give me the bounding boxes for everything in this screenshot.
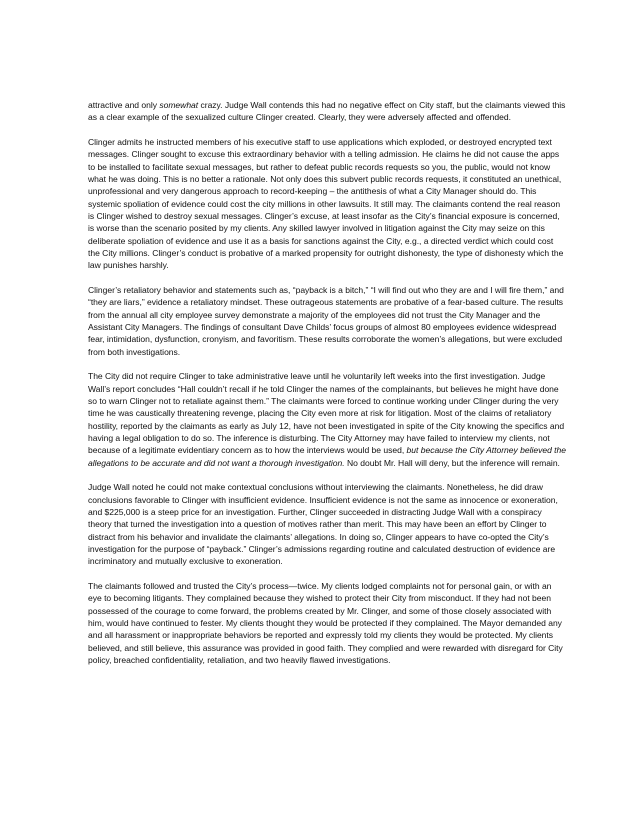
text-segment: No doubt Mr. Hall will deny, but the inference will remain. [344, 457, 560, 468]
paragraph-retaliation [88, 284, 566, 358]
paragraph-culture [88, 99, 566, 124]
text-segment: crazy. Judge Wall contends this had no negative effect on City staff, but the claimants viewed this as a clear example of the sexualized culture Clinger created. Clearly, they were adversely affected and offended. [88, 100, 566, 123]
text-segment: The claimants followed and trusted the City’s process—twice. My clients lodged complaints not for personal gain, or with an eye to becoming litigants. They complained because they wished to protect their City from misconduct. If they had not been possessed of the courage to come forward, the problems created by Mr. Clinger, and some of those closely associated with him, would have continued to fester. My clients thought they would be protected if they complained. The Mayor demanded any and all harassment or inappropriate behaviors be reported and expressly told my clients they would be protected. My clients believed, and still believe, this assurance was provided in good faith. They complied and were rewarded with disregard for City policy, breached confidentiality, retaliation, and two heavily flawed investigations. [88, 581, 563, 665]
text-segment: Clinger admits he instructed members of his executive staff to use applications which exploded, or destroyed encrypted text messages. Clinger sought to excuse this extraordinary behavior with a telling admission. He claims he did not cause the apps to be installed to facilitate sexual messages, but rather to defeat public records requests so you, the public, would not know what he was doing. This is no better a rationale. Not only does this subvert public records requests, it constituted an unethical, unprofessional and very dangerous approach to record-keeping – the antithesis of what a City Manager should do. This systemic spoliation of evidence could cost the city millions in other lawsuits. It still may. The claimants contend the real reason is Clinger wished to destroy sexual messages. Clinger’s excuse, at least insofar as the City’s financial exposure is concerned, is worse than the scenario posited by my clients. Any skilled lawyer involved in litigation against the City may seize on this deliberate spoliation of evidence and use it as a basis for sanctions against the City, e.g., a directed verdict which could cost the City millions. Clinger’s conduct is probative of a marked propensity for outright dishonesty, the type of dishonesty which the law punishes harshly. [88, 137, 564, 271]
paragraph-judge-wall [88, 481, 566, 567]
text-segment: Judge Wall noted he could not make contextual conclusions without interviewing the claimants. Nonetheless, he did draw conclusions favorable to Clinger with insufficient evidence. Insufficient evidence is not the same as innocence or exoneration, and $225,000 is a steep price for an investigation. Further, Clinger succeeded in distracting Judge Wall with a conspiracy theory that turned the investigation into a question of motives rather than merit. This may have been an effort by Clinger to distract from his behavior and invalidate the claimants’ allegations. In doing so, Clinger appears to have co-opted the City’s investigation for the purpose of “payback.” Clinger’s admissions regarding routine and calculated destruction of evidence are incriminatory and mutually exclusive to exoneration. [88, 482, 558, 567]
paragraph-claimants-process [88, 580, 566, 666]
text-segment: The City did not require Clinger to take administrative leave until he voluntarily left weeks into the first investigation. Judge Wall’s report concludes “Hall couldn’t recall if he told Clinger the names of the complainants, but believes he might have done so to warn Clinger not to retaliate against them.” The claimants were forced to continue working under Clinger during the very time he was caustically threatening revenge, placing the City even more at risk for litigation. Most of the claims of retaliatory hostility, reported by the claimants as early as July 12, have not been investigated in spite of the City knowing the specifics and having a legal obligation to do so. The inference is disturbing. The City Attorney may have failed to interview my clients, not because of a legitimate evidentiary concern as to how the interviews would be used, [88, 371, 565, 456]
text-segment: attractive and only [88, 100, 160, 110]
text-segment-italic: but because the City Attorney believed the allegations to be accurate and did not want a thorough investigation. [88, 445, 566, 468]
paragraph-administrative-leave [88, 370, 566, 468]
text-segment-italic: somewhat [159, 100, 199, 110]
text-segment: Clinger’s retaliatory behavior and statements such as, “payback is a bitch,” “I will find out who they are and I will fire them,” and “they are liars,” evidence a retaliatory mindset. These outrageous statements are probative of a fear-based culture. The results from the annual all city employee survey demonstrate a majority of the employees did not trust the City Manager and the Assistant City Managers. The findings of consultant Dave Childs’ focus groups of almost 80 employees evidence widespread fear, intimidation, dysfunction, cronyism, and favoritism. These results corroborate the women’s allegations, but were excluded from both investigations. [88, 285, 564, 357]
paragraph-spoliation [88, 136, 566, 271]
document-body [88, 99, 566, 679]
